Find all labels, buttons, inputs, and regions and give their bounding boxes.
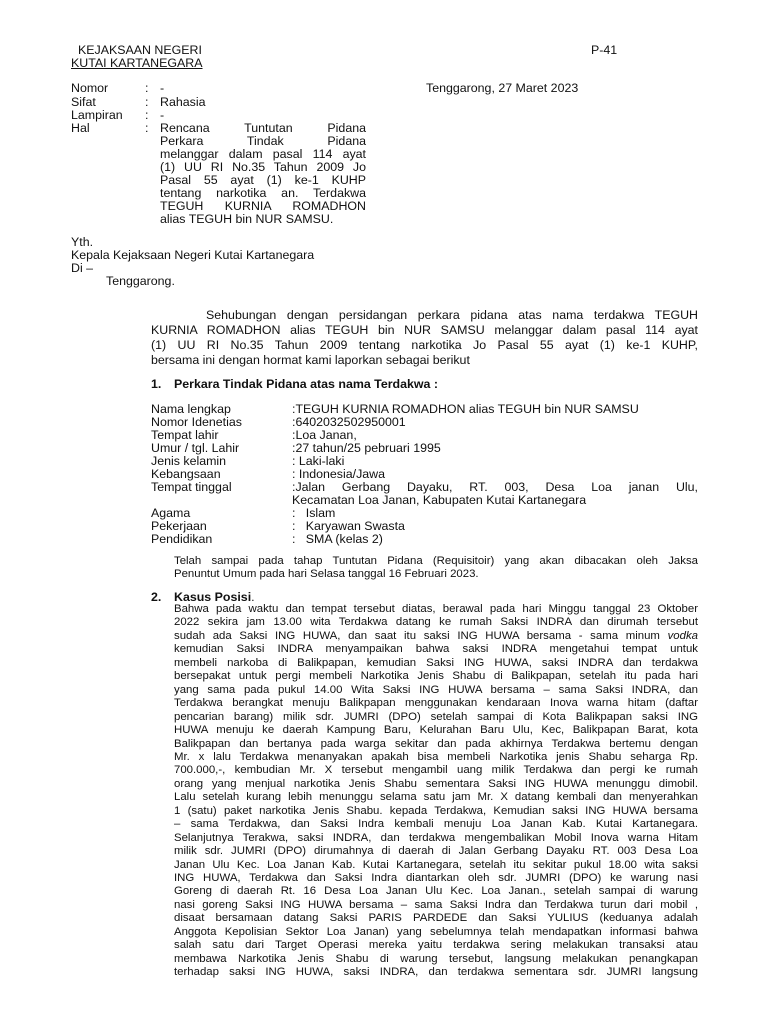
field-row xyxy=(151,415,711,429)
section2-title-wrap xyxy=(174,590,255,604)
kasus-posisi-line: Lalu setelah kurang lebih menunggu selama satu jam Mr. X datang kembali dan menyerahkan xyxy=(174,791,698,804)
field-row xyxy=(151,506,711,520)
field-value: : Karyawan Swasta xyxy=(292,519,405,533)
field-label: Jenis kelamin xyxy=(151,454,227,468)
kasus-posisi-line: nasi goreng Saksi ING HUWA bersama – sama Saksi Indra dan Terdakwa turun dari mobil , xyxy=(174,898,698,911)
kasus-posisi-line: Terdakwa berangkat menuju Balikpapan menggunakan kendaraan Inova warna hitam (daftar xyxy=(174,697,698,710)
field-row xyxy=(151,454,711,468)
hal-line: Rencana Tuntutan Pidana xyxy=(160,121,366,135)
field-row xyxy=(151,493,711,507)
kasus-posisi-line: Bahwa pada waktu dan tempat tersebut diatas, berawal pada hari Minggu tanggal 23 Oktober xyxy=(174,603,698,615)
field-value: :6402032502950001 xyxy=(292,415,406,429)
intro-line: (1) UU RI No.35 Tahun 2009 tentang narkotika Jo Pasal 55 ayat (1) ke-1 KUHP, xyxy=(151,338,698,352)
kasus-posisi-line: membeli narkoba di Balikpapan, kemudian Saksi ING HUWA, saksi INDRA dan terdakwa xyxy=(174,656,698,669)
recipient-city: Tenggarong. xyxy=(106,274,175,288)
section1-note-line: Penuntut Umum pada hari Selasa tanggal 16 Februari 2023. xyxy=(174,568,479,580)
section2-number: 2. xyxy=(151,590,162,604)
field-row xyxy=(151,441,711,455)
form-code: P-41 xyxy=(591,43,618,57)
kasus-posisi-line: salah satu dari Target Operasi mereka yaitu terdakwa sering melakukan transaksi atau xyxy=(174,939,698,952)
hal-line: (1) UU RI No.35 Tahun 2009 Jo xyxy=(160,160,366,174)
kasus-posisi-line: milik sdr. JUMRI (DPO) dirumahnya di daerah di Jalan Gerbang Dayaku RT. 003 Desa Loa xyxy=(174,845,698,858)
field-row xyxy=(151,428,711,442)
intro-line: Sehubungan dengan persidangan perkara pidana atas nama terdakwa TEGUH xyxy=(206,308,698,322)
kasus-posisi-line: 1 (satu) paket narkotika Jenis Shabu. kepada Terdakwa, Kemudian saksi ING HUWA bersama xyxy=(174,804,698,817)
hal-line: TEGUH KURNIA ROMADHON xyxy=(160,199,366,213)
sifat-value: Rahasia xyxy=(160,95,206,109)
field-label: Pekerjaan xyxy=(151,519,207,533)
kasus-posisi-line: – sama Terdakwa, dan Saksi Indra kembali menuju Loa Janan Kab. Kutai Kartanegara. xyxy=(174,818,698,831)
kasus-posisi-line: HUWA menuju ke daerah Kampung Baru, Kelurahan Baru Ulu, Kec, Balikpapan Barat, kota xyxy=(174,724,698,737)
lampiran-value: - xyxy=(160,108,165,122)
kasus-posisi-line: disaat bersamaan datang Saksi PARIS PARDEDE dan Saksi YULIUS (keduanya adalah xyxy=(174,912,698,925)
kasus-posisi-line: orang yang menjual narkotika Jenis Shabu sementara Saksi ING HUWA menunggu dimobil. xyxy=(174,777,698,790)
intro-line: bersama ini dengan hormat kami laporkan sebagai berikut xyxy=(151,353,470,367)
kasus-posisi-line: 700.000,-, kembudian Mr. X tersebut mengambil uang milik Terdakwa dan pergi ke rumah xyxy=(174,764,698,777)
field-row xyxy=(151,402,711,416)
field-label: Agama xyxy=(151,506,191,520)
lampiran-sep: : xyxy=(145,108,149,122)
field-value: :27 tahun/25 pebruari 1995 xyxy=(292,441,441,455)
hal-line: melanggar dalam pasal 114 ayat xyxy=(160,147,366,161)
field-value: : Laki-laki xyxy=(292,454,345,468)
field-value: Kecamatan Loa Janan, Kabupaten Kutai Kartanegara xyxy=(292,493,587,507)
field-value: : Islam xyxy=(292,506,336,520)
field-value: : Indonesia/Jawa xyxy=(292,467,385,481)
kasus-posisi-line: Janan Ulu Kec. Loa Janan Kab. Kutai Kartanegara, setelah itu sekitar pukul 18.00 wita saksi xyxy=(174,858,698,871)
section1-note-line: Telah sampai pada tahap Tuntutan Pidana (Requisitoir) yang akan dibacakan oleh Jaksa xyxy=(174,555,698,567)
field-label: Tempat lahir xyxy=(151,428,219,442)
kasus-posisi-line: membawa Narkotika Jenis Shabu di warung tersebut, langsung melakukan penangkapan xyxy=(174,952,698,965)
nomor-sep: : xyxy=(145,81,149,95)
section1-number: 1. xyxy=(151,377,162,391)
field-label: Tempat tinggal xyxy=(151,480,232,494)
recipient-di: Di – xyxy=(71,261,94,275)
recipient-name: Kepala Kejaksaan Negeri Kutai Kartanegara xyxy=(71,248,315,262)
field-row xyxy=(151,519,711,533)
kasus-posisi-line: Balikpapan dan bertanya pada warga sekitar dan pada akhirnya Terdakwa bertemu dengan xyxy=(174,737,698,750)
field-row xyxy=(151,467,711,481)
kasus-posisi-line: Mr. x lalu Terdakwa menanyakan apakah bisa membeli Narkotika jenis Shabu seharga Rp. xyxy=(174,750,698,763)
office-region: KUTAI KARTANEGARA xyxy=(71,56,203,70)
field-value: : SMA (kelas 2) xyxy=(292,532,383,546)
kasus-posisi-line: 2022 sekira jam 13.00 wita Terdakwa datang ke rumah Saksi INDRA dan dirumah tersebut xyxy=(174,616,698,629)
field-label: Umur / tgl. Lahir xyxy=(151,441,240,455)
hal-line: Perkara Tindak Pidana xyxy=(160,134,366,148)
nomor-label: Nomor xyxy=(71,81,109,95)
field-row xyxy=(151,532,711,546)
field-row xyxy=(151,480,711,494)
kasus-posisi-line: yang sama pada pukul 14.00 Wita Saksi ING HUWA bersama – sama Saksi INDRA, dan xyxy=(174,683,698,696)
hal-label: Hal xyxy=(71,121,90,135)
field-label: Nomor Idenetias xyxy=(151,415,242,429)
field-label: Nama lengkap xyxy=(151,402,231,416)
section2-title: Kasus Posisi xyxy=(174,590,252,604)
field-label: Pendidikan xyxy=(151,532,213,546)
kasus-posisi-line: bersepakat untuk pergi membeli Narkotika Jenis Shabu di Balikpapan, setelah itu pada hari xyxy=(174,670,698,683)
kasus-posisi-line: kemudian Saksi INDRA menyampaikan bahwa saksi INDRA mengetahui tempat untuk xyxy=(174,643,698,656)
sifat-sep: : xyxy=(145,95,149,109)
recipient-yth: Yth. xyxy=(71,235,94,249)
place-date: Tenggarong, 27 Maret 2023 xyxy=(426,81,579,95)
hal-sep: : xyxy=(145,121,149,135)
field-value: :TEGUH KURNIA ROMADHON alias TEGUH bin NUR SAMSU xyxy=(292,402,639,416)
hal-line: Pasal 55 ayat (1) ke-1 KUHP xyxy=(160,173,366,187)
kasus-posisi-line: ING HUWA, Terdakwa dan Saksi Indra diantarkan oleh sdr. JUMRI (DPO) ke warung nasi xyxy=(174,872,698,884)
kasus-posisi-line: Goreng di daerah Rt. 16 Desa Loa Janan Ulu Kec. Loa Janan., setelah sampai di warung xyxy=(174,885,698,898)
office-name: KEJAKSAAN NEGERI xyxy=(78,43,202,57)
field-value: :Loa Janan, xyxy=(292,428,357,442)
hal-line: alias TEGUH bin NUR SAMSU. xyxy=(160,212,334,226)
kasus-posisi-line: Selanjutnya Terakwa, saksi INDRA, dan terdakwa mengembalikan Mobil Inova warna Hitam xyxy=(174,831,698,844)
nomor-value: - xyxy=(160,81,165,95)
field-value: :Jalan Gerbang Dayaku, RT. 003, Desa Loa janan Ulu, xyxy=(292,480,698,494)
hal-line: tentang narkotika an. Terdakwa xyxy=(160,186,366,200)
section2-title-suffix: . xyxy=(251,590,255,604)
kasus-posisi-line: sudah ada Saksi ING HUWA, dan saat itu saksi ING HUWA bersama - sama minum vodka xyxy=(174,629,698,642)
lampiran-label: Lampiran xyxy=(71,108,123,122)
kasus-posisi-line: Anggota Kepolisian Sektor Loa Janan) yang sebelumnya telah mendapatkan informasi bahwa xyxy=(174,925,698,938)
kasus-posisi-line: terhadap saksi ING HUWA, saksi INDRA, dan terdakwa sementara sdr. JUMRI langsung xyxy=(174,966,698,979)
field-label: Kebangsaan xyxy=(151,467,221,481)
kasus-posisi-line: pencarian barang) milik sdr. JUMRI (DPO) setelah sampai di Kota Balikpapan saksi ING xyxy=(174,710,698,723)
intro-line: KURNIA ROMADHON alias TEGUH bin NUR SAMSU melanggar dalam pasal 114 ayat xyxy=(151,323,698,337)
sifat-label: Sifat xyxy=(71,95,96,109)
section1-title: Perkara Tindak Pidana atas nama Terdakwa : xyxy=(174,377,438,391)
